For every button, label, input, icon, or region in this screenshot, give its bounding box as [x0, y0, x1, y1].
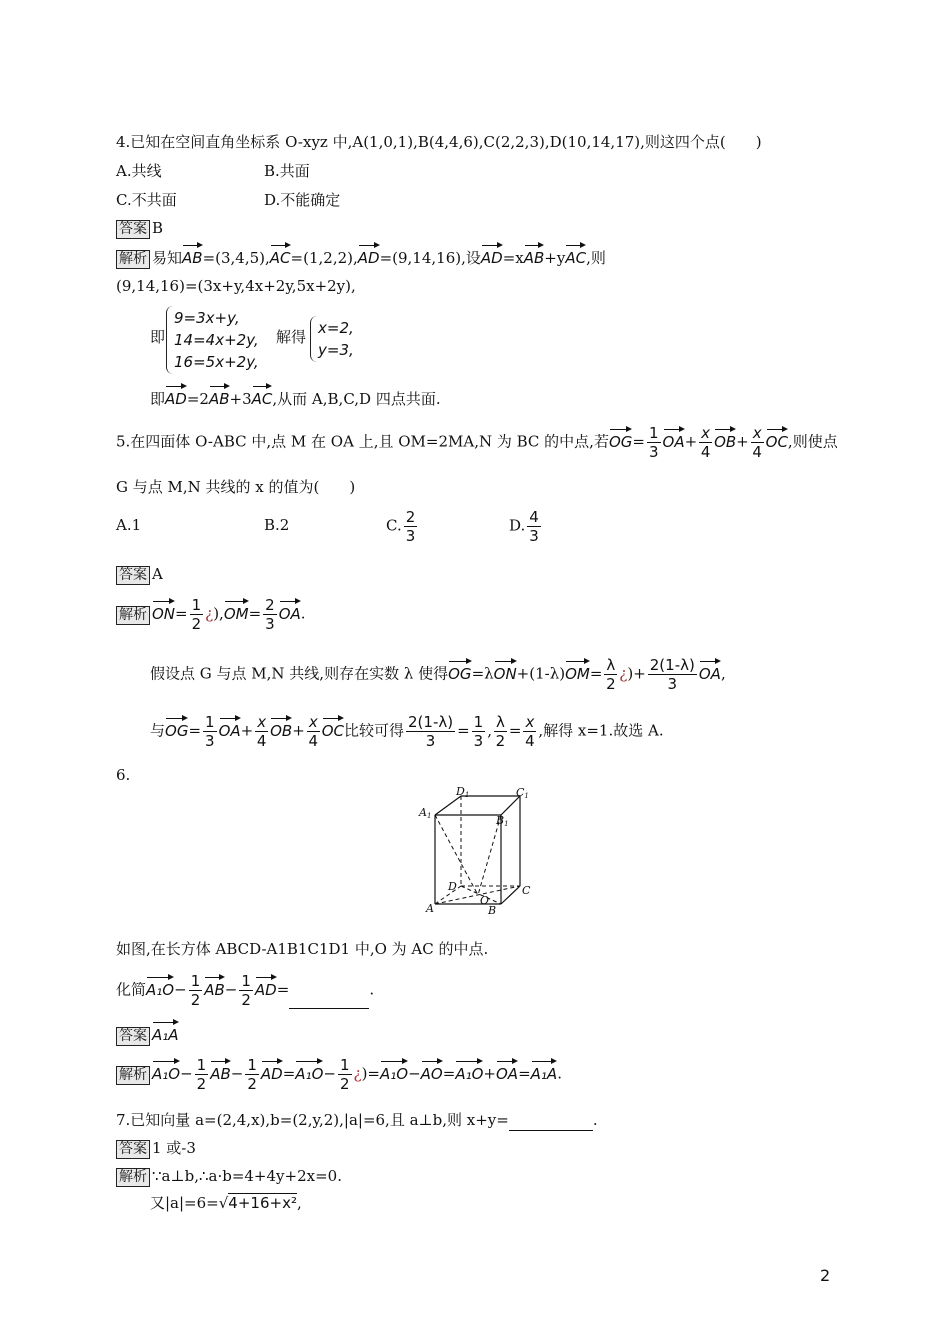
label-b: B — [488, 904, 497, 916]
text: 化简 — [116, 980, 147, 999]
solution-system — [318, 317, 354, 361]
analysis-tag: 解析 — [116, 1066, 150, 1085]
vector-a1a: A₁A — [531, 1059, 558, 1085]
vector-a1o: A₁O — [455, 1059, 483, 1085]
vector-oc: OC — [766, 427, 788, 453]
q6-answer — [116, 1020, 179, 1046]
text: 比较可得 — [343, 721, 404, 740]
q6-question: 化简A₁O− $\frac{1}{2}$ AB− $\frac{1}{2}$ AD= . — [116, 972, 375, 1009]
q4-option-d: D.不能确定 — [264, 191, 341, 209]
label-d1: D1 — [456, 786, 470, 799]
text: ,则使点 — [787, 432, 838, 451]
q4-ji: 即 — [150, 328, 166, 346]
text: =(9,14,16),设 — [379, 249, 481, 267]
text: +3 — [229, 390, 252, 408]
vector-ob: OB — [270, 716, 292, 742]
q5-stem: 5.在四面体 O-ABC 中,点 M 在 OA 上,且 OM=2MA,N 为 BC 的中点,若OG= $\frac{1}{3}$ OA+ $\frac{x}{4}$ OB+ $\frac{x}{4}$ OC,则使点 — [116, 424, 838, 461]
equation-2: 14=4x+2y, — [174, 331, 259, 349]
vector-oa: OA — [496, 1059, 518, 1085]
vector-ad: AD — [481, 243, 503, 269]
vector-ad: AD — [261, 1059, 283, 1085]
fraction: $\frac{x}{4}$ — [256, 713, 267, 750]
equation-3: 16=5x+2y, — [174, 353, 259, 371]
text: ¿ — [353, 1064, 362, 1083]
text: 假设点 G 与点 M,N 共线,则存在实数 λ 使得 — [150, 664, 449, 683]
text: ,则 — [586, 249, 606, 267]
vector-ob: OB — [714, 427, 736, 453]
q4-answer-value: B — [152, 219, 164, 237]
label-a: A — [426, 902, 434, 915]
q4-analysis-line1 — [116, 243, 606, 269]
solution-1: x=2, — [318, 319, 354, 337]
fraction: $\frac{1}{2}$ — [190, 972, 201, 1009]
q4-option-a: A.共线 — [116, 162, 162, 180]
q5-option-c — [386, 508, 419, 545]
vector-ac: AC — [252, 384, 273, 410]
vector-ab: AB — [182, 243, 203, 269]
answer-tag: 答案 — [116, 1027, 150, 1046]
solution-2: y=3, — [318, 341, 354, 359]
q7-stem — [116, 1109, 598, 1131]
text: +y — [544, 249, 566, 267]
fraction: $\frac{2}{3}$ — [265, 596, 275, 633]
q5-option-d — [509, 508, 543, 545]
q7-analysis-line2 — [150, 1192, 302, 1214]
vector-oc: OC — [322, 716, 344, 742]
vector-oa: OA — [663, 427, 685, 453]
vector-oa: OA — [279, 599, 301, 625]
text: D. — [509, 516, 526, 535]
text: =2 — [186, 390, 209, 408]
fraction: $\frac{x}{4}$ — [700, 424, 711, 461]
fraction: $\frac{1}{2}$ — [339, 1056, 350, 1093]
text: =(1,2,2), — [290, 249, 358, 267]
q5-stem-line2: G 与点 M,N 共线的 x 的值为( ) — [116, 478, 356, 496]
q7-analysis-line1 — [116, 1165, 342, 1187]
fraction: $\frac{x}{4}$ — [752, 424, 762, 461]
vector-ab: AB — [204, 975, 225, 1001]
q4-option-b: B.共面 — [264, 162, 310, 180]
fraction: $\frac{1}{2}$ — [191, 596, 202, 633]
label-d: D — [448, 880, 457, 893]
q6-number: 6. — [116, 766, 131, 784]
fraction: $\frac{2}{3}$ — [405, 508, 416, 545]
text: =x — [502, 249, 524, 267]
fraction: $\frac{2(1-\lambda)}{3}$ — [649, 656, 695, 693]
text: 7.已知向量 a=(2,4,x),b=(2,y,2),|a|=6,且 a⊥b,则 x+y= — [116, 1111, 509, 1129]
label-o: O — [480, 894, 490, 907]
fraction: $\frac{1}{2}$ — [241, 972, 251, 1009]
vector-ac: AC — [565, 243, 586, 269]
text: 又|a|=6= — [150, 1194, 219, 1212]
fraction: $\frac{1}{3}$ — [205, 713, 215, 750]
text: =(3,4,5), — [202, 249, 270, 267]
q5-analysis-line3: 与OG= $\frac{1}{3}$ OA+ $\frac{x}{4}$ OB+ $\frac{x}{4}$ OC比较可得 $\frac{2(1-\lambda)}{3}$ = $\frac{1}{3}$ , $\frac{\lambda}{2}$ = $\frac{x}{4}$ ,解得 x=1.故选 A. — [150, 713, 664, 750]
text: +(1-λ) — [516, 664, 566, 683]
vector-om: OM — [224, 599, 249, 625]
vector-om: OM — [565, 659, 590, 685]
text: ¿ — [619, 664, 628, 683]
text: ,解得 x=1.故选 A. — [538, 721, 664, 740]
vector-oa: OA — [699, 659, 721, 685]
equation-1: 9=3x+y, — [174, 309, 240, 327]
fraction: $\frac{1}{3}$ — [648, 424, 659, 461]
q4-stem: 4.已知在空间直角坐标系 O-xyz 中,A(1,0,1),B(4,4,6),C(2,2,3),D(10,14,17),则这四个点( ) — [116, 133, 762, 151]
fraction: $\frac{2(1-\lambda)}{3}$ — [408, 713, 454, 750]
text: =λ — [471, 664, 494, 683]
vector-ad: AD — [165, 384, 187, 410]
fraction: $\frac{\lambda}{2}$ — [495, 713, 506, 750]
label-a1: A1 — [419, 806, 432, 820]
text: 5.在四面体 O-ABC 中,点 M 在 OA 上,且 OM=2MA,N 为 BC 的中点,若 — [116, 432, 609, 451]
q6-analysis: 解析 A₁O− $\frac{1}{2}$ AB− $\frac{1}{2}$ AD=A₁O− $\frac{1}{2}$ ¿)=A₁O−AO=A₁O+OA=A₁A. — [116, 1056, 562, 1093]
q5-option-b: B.2 — [264, 516, 290, 534]
equation-system — [174, 307, 259, 373]
vector-og: OG — [609, 427, 632, 453]
q4-option-c: C.不共面 — [116, 191, 177, 209]
vector-og: OG — [448, 659, 471, 685]
text: ∵a⊥b,∴a·b=4+4y+2x=0. — [152, 1167, 342, 1185]
vector-a1o: A₁O — [295, 1059, 323, 1085]
vector-a1o: A₁O — [380, 1059, 408, 1085]
analysis-tag: 解析 — [116, 1168, 150, 1187]
answer-blank — [289, 994, 369, 1009]
label-b1: B1 — [496, 814, 509, 828]
vector-a1o: A₁O — [146, 975, 174, 1001]
vector-og: OG — [165, 716, 188, 742]
text: 即 — [150, 390, 166, 408]
system-brace — [166, 306, 173, 374]
q7-answer — [116, 1137, 196, 1159]
q5-analysis-line1: 解析 ON= $\frac{1}{2}$ ¿),OM= $\frac{2}{3}$ OA. — [116, 596, 306, 633]
solution-brace — [310, 316, 317, 362]
fraction: $\frac{1}{2}$ — [247, 1056, 257, 1093]
text: 与 — [150, 721, 166, 740]
text: = — [276, 980, 290, 999]
q5-option-a: A.1 — [116, 516, 142, 534]
analysis-tag: 解析 — [116, 250, 150, 269]
vector-a1o: A₁O — [152, 1059, 180, 1085]
label-c1: C1 — [516, 786, 529, 800]
page-number: 2 — [820, 1266, 831, 1285]
q5-answer-value: A — [152, 565, 163, 583]
label-c: C — [522, 884, 531, 897]
answer-tag: 答案 — [116, 220, 150, 239]
cuboid-figure — [416, 786, 546, 916]
fraction: $\frac{4}{3}$ — [529, 508, 539, 545]
answer-tag: 答案 — [116, 1140, 150, 1159]
text: C. — [386, 516, 402, 535]
sqrt-sign: √ — [218, 1194, 229, 1212]
vector-ab: AB — [524, 243, 545, 269]
vector-ab: AB — [209, 384, 230, 410]
q5-answer — [116, 563, 163, 585]
answer-blank — [509, 1116, 593, 1131]
fraction: $\frac{1}{3}$ — [473, 713, 484, 750]
q4-analysis-line2: (9,14,16)=(3x+y,4x+2y,5x+2y), — [116, 277, 356, 295]
fraction: $\frac{1}{2}$ — [196, 1056, 207, 1093]
q7-answer-value: 1 或-3 — [152, 1139, 196, 1157]
vector-ab: AB — [210, 1059, 231, 1085]
vector-oa: OA — [219, 716, 241, 742]
vector-on: ON — [494, 659, 517, 685]
vector-a1a: A₁A — [152, 1020, 179, 1046]
vector-ao: AO — [421, 1059, 443, 1085]
radicand: 4+16+x² — [228, 1194, 297, 1212]
text: ¿ — [205, 604, 214, 623]
q4-conclusion — [150, 384, 441, 410]
text: 易知 — [152, 249, 183, 267]
vector-ac: AC — [270, 243, 291, 269]
text: , — [296, 1194, 302, 1212]
answer-tag: 答案 — [116, 566, 150, 585]
q4-answer — [116, 217, 163, 239]
text: ,从而 A,B,C,D 四点共面. — [272, 390, 441, 408]
vector-ad: AD — [255, 975, 277, 1001]
q5-analysis-line2: 假设点 G 与点 M,N 共线,则存在实数 λ 使得OG=λON+(1-λ)OM= $\frac{\lambda}{2}$ ¿)+ $\frac{2(1-\lambda)}{3}$ OA, — [150, 656, 726, 693]
analysis-tag: 解析 — [116, 606, 150, 625]
fraction: $\frac{\lambda}{2}$ — [606, 656, 616, 693]
q6-description: 如图,在长方体 ABCD-A1B1C1D1 中,O 为 AC 的中点. — [116, 940, 489, 958]
vector-on: ON — [152, 599, 175, 625]
fraction: $\frac{x}{4}$ — [308, 713, 319, 750]
vector-ad: AD — [358, 243, 380, 269]
q4-jiede: 解得 — [276, 328, 307, 346]
text: . — [592, 1111, 598, 1129]
fraction: $\frac{x}{4}$ — [525, 713, 535, 750]
